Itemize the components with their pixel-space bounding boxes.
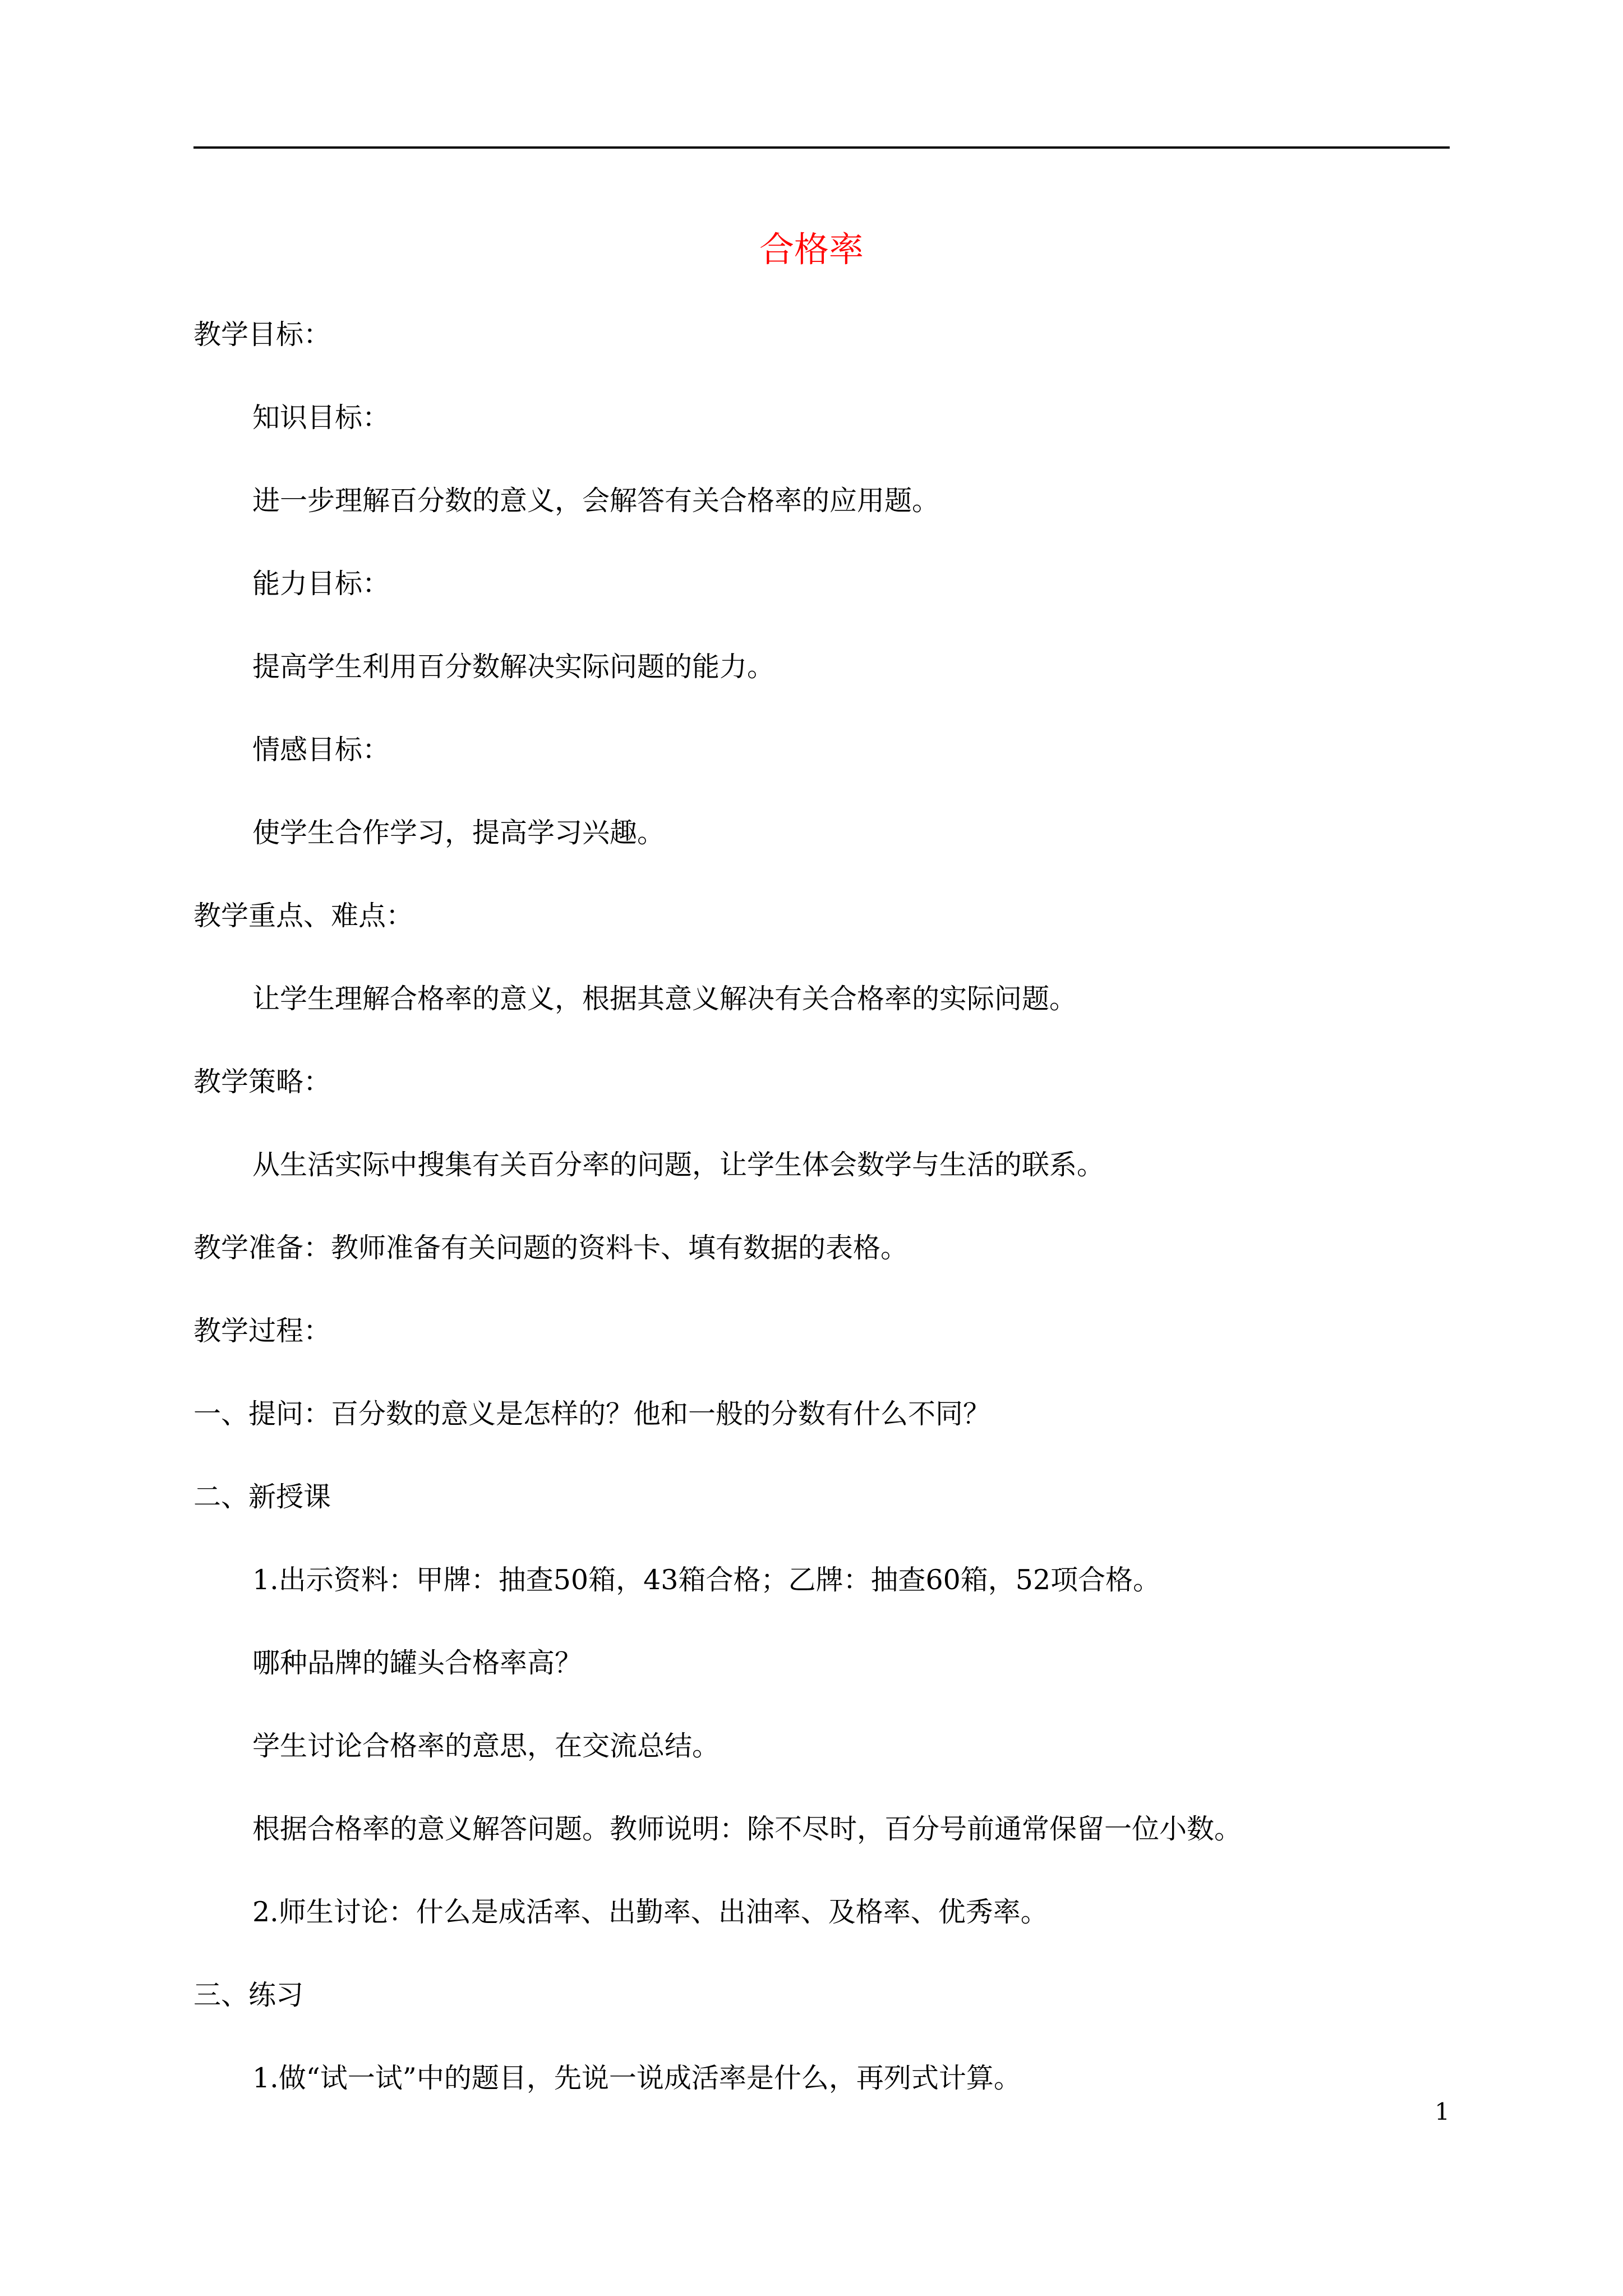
paragraph: 一、提问：百分数的意义是怎样的？他和一般的分数有什么不同？ [193,1398,991,1430]
paragraph: 知识目标： [252,402,390,434]
page-number: 1 [1435,2098,1450,2125]
paragraph: 2.师生讨论：什么是成活率、出勤率、出油率、及格率、优秀率。 [252,1896,1048,1928]
paragraph: 学生讨论合格率的意思，在交流总结。 [252,1730,720,1762]
paragraph: 教学准备：教师准备有关问题的资料卡、填有数据的表格。 [193,1232,909,1264]
paragraph: 从生活实际中搜集有关百分率的问题，让学生体会数学与生活的联系。 [252,1149,1105,1181]
paragraph: 进一步理解百分数的意义，会解答有关合格率的应用题。 [252,485,940,517]
document-body [193,314,1450,2141]
paragraph: 让学生理解合格率的意义，根据其意义解决有关合格率的实际问题。 [252,983,1077,1015]
paragraph: 根据合格率的意义解答问题。教师说明：除不尽时，百分号前通常保留一位小数。 [252,1813,1242,1845]
paragraph: 教学重点、难点： [193,900,414,932]
document-title: 合格率 [759,229,864,270]
paragraph: 1.出示资料：甲牌：抽查50箱，43箱合格；乙牌：抽查60箱，52项合格。 [252,1564,1161,1596]
paragraph: 使学生合作学习，提高学习兴趣。 [252,817,665,849]
paragraph: 情感目标： [252,734,390,766]
paragraph: 教学过程： [193,1315,331,1347]
paragraph: 教学目标： [193,319,331,351]
paragraph: 1.做“试一试”中的题目，先说一说成活率是什么，再列式计算。 [252,2062,1021,2094]
paragraph: 提高学生利用百分数解决实际问题的能力。 [252,651,775,683]
header-rule [193,146,1450,149]
paragraph: 教学策略： [193,1066,331,1098]
paragraph: 二、新授课 [193,1481,331,1513]
paragraph: 哪种品牌的罐头合格率高？ [252,1647,583,1679]
paragraph: 能力目标： [252,568,390,600]
paragraph: 三、练习 [193,1979,304,2011]
